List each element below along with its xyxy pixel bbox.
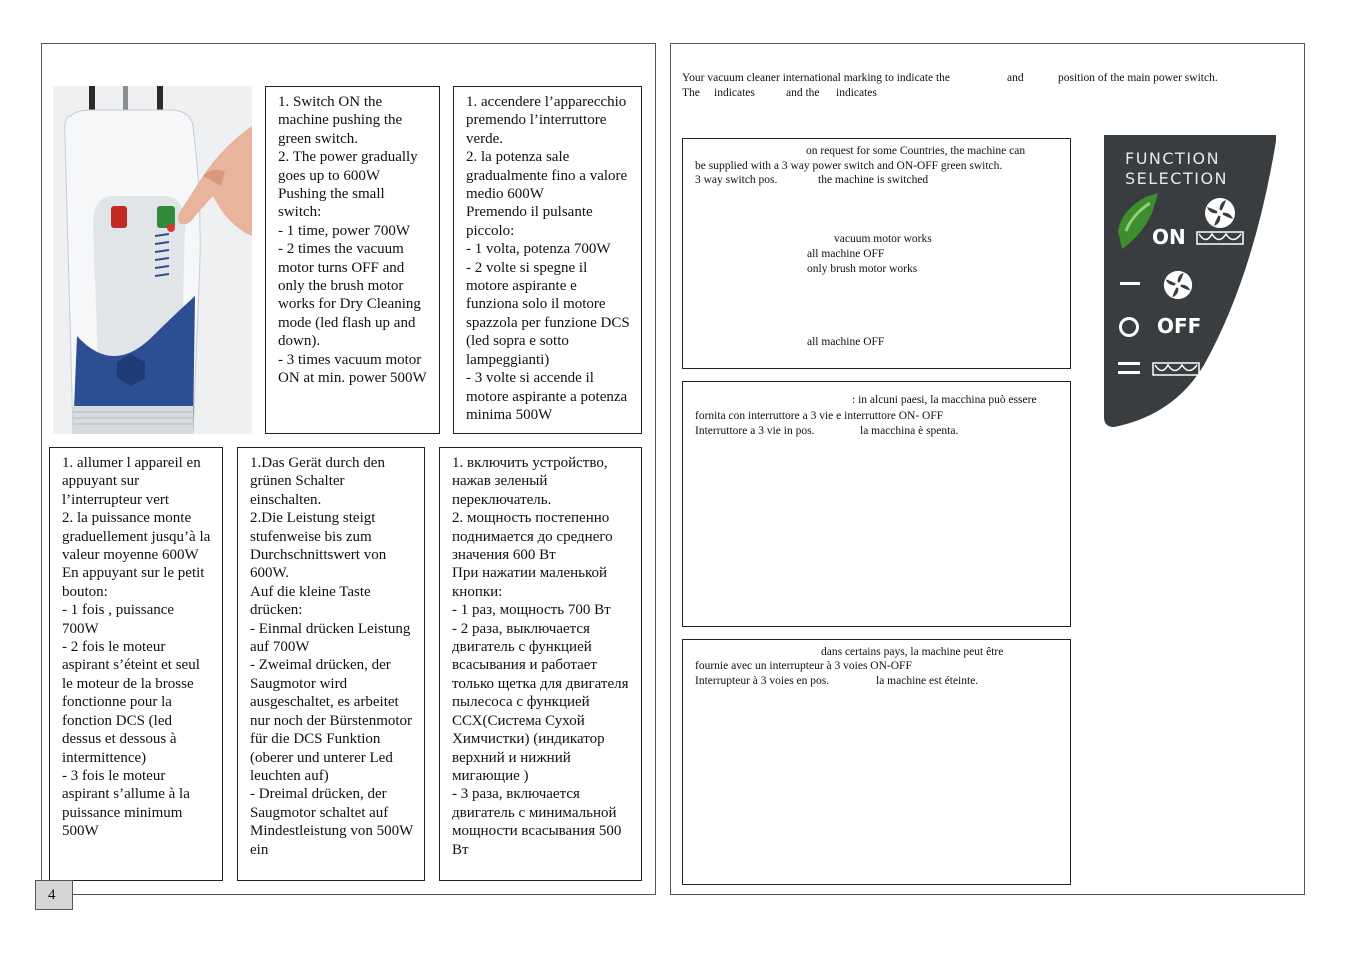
instructions-english: 1. Switch ON the machine pushing the green switch. 2. The power gradually goes up to 600W Pushing the small switch: - 1 time, power 700W - 2 times the vacuum motor turns OFF and only the brush motor works for Dry Cleaning mode (led flash up and down). - 3 times vacuum motor ON at min. power 500W bbox=[265, 86, 440, 434]
dash-position-icon bbox=[1120, 282, 1140, 285]
switch-it-line3-b: la macchina è spenta. bbox=[860, 425, 959, 437]
fan-icon-middle bbox=[1162, 269, 1194, 301]
intro-line1-b: and bbox=[1007, 72, 1024, 84]
intro-line1-c: position of the main power switch. bbox=[1058, 72, 1218, 84]
instructions-german: 1.Das Gerät durch den grünen Schalter einschalten. 2.Die Leistung steigt stufenweise bis zum Durchschnittswert von 600W. Auf die kleine Taste drücken: - Einmal drücken Leistung auf 700W - Zweimal drücken, der Saugmotor wird ausgeschaltet, es arbeitet nur noch der Bürstenmotor für die DCS Funktion (oberer und unterer Led leuchten auf) - Dreimal drücken, der Saugmotor schaltet auf Mindestleistung von 500W ein bbox=[237, 447, 425, 881]
switch-fr-line3-b: la machine est éteinte. bbox=[876, 675, 979, 687]
switch-en-pos3: only brush motor works bbox=[807, 263, 918, 275]
vacuum-illustration bbox=[53, 86, 252, 434]
switch-en-pos2: all machine OFF bbox=[807, 248, 885, 260]
intro-line2-c: and the bbox=[786, 87, 820, 99]
switch-en-line3-a: 3 way switch pos. bbox=[695, 174, 778, 186]
switch-en-line2: be supplied with a 3 way power switch and ON-OFF green switch. bbox=[695, 160, 1003, 172]
intro-line2-b: indicates bbox=[714, 87, 755, 99]
brush-wave-icon-bottom bbox=[1152, 362, 1202, 378]
fan-icon bbox=[1203, 196, 1237, 230]
switch-it-line3-a: Interruttore a 3 vie in pos. bbox=[695, 425, 815, 437]
instructions-french: 1. allumer l appareil en appuyant sur l’interrupteur vert 2. la puissance monte graduellement jusqu’à la valeur moyenne 600W En appuyant sur le petit bouton: - 1 fois , puissance 700W - 2 fois le moteur aspirant s’éteint et seul le moteur de la brosse fonctionne pour la fonction DCS (led dessus et dessous à intermittence) - 3 fois le moteur aspirant s’allume à la puissance minimum 500W bbox=[49, 447, 223, 881]
vacuum-switch-photo bbox=[53, 86, 252, 434]
page-number: 4 bbox=[35, 880, 73, 910]
off-label: OFF bbox=[1157, 314, 1202, 338]
brush-wave-icon bbox=[1196, 231, 1246, 247]
instructions-italian: 1. accendere l’apparecchio premendo l’interruttore verde. 2. la potenza sale gradualmente fino a valore medio 600W Premendo il pulsante piccolo: - 1 volta, potenza 700W - 2 volte si spegne il motore aspirante e funziona solo il motore spazzola per funzione DCS (led sopra e sotto lampeggianti) - 3 volte si accende il motore aspirante a potenza minima 500W bbox=[453, 86, 642, 434]
circle-position-icon bbox=[1119, 317, 1139, 337]
function-selection-panel bbox=[1104, 135, 1276, 430]
switch-en-pos1: vacuum motor works bbox=[834, 233, 932, 245]
switch-en-line1: on request for some Countries, the machine can bbox=[806, 145, 1026, 157]
on-label: ON bbox=[1152, 225, 1186, 249]
intro-line2-d: indicates bbox=[836, 87, 877, 99]
intro-line2-a: The bbox=[682, 87, 700, 99]
instructions-russian: 1. включить устройство, нажав зеленый переключатель. 2. мощность постепенно поднимается до среднего значения 600 Вт При нажатии маленькой кнопки: - 1 раз, мощность 700 Вт - 2 раза, выключается двигатель с функцией всасывания и работает только щетка для двигателя пылесоса с функцией ССХ(Система Сухой Химчистки) (индикатор верхний и нижний мигающие ) - 3 раза, включается двигатель с минимальной мощности всасывания 500 Вт bbox=[439, 447, 642, 881]
panel-title-line2: SELECTION bbox=[1125, 169, 1229, 188]
panel-title-line1: FUNCTION bbox=[1125, 149, 1221, 168]
switch-en-line3-b: the machine is switched bbox=[818, 174, 929, 186]
double-dash-position-icon bbox=[1118, 362, 1140, 376]
switch-fr-line3-a: Interrupteur à 3 voies en pos. bbox=[695, 675, 830, 687]
switch-fr-line1: dans certains pays, la machine peut être bbox=[821, 646, 1004, 658]
switch-it-line2: fornita con interruttore a 3 vie e interruttore ON- OFF bbox=[695, 410, 944, 422]
switch-fr-line2: fournie avec un interrupteur à 3 voies ON-OFF bbox=[695, 660, 912, 672]
intro-line1-a: Your vacuum cleaner international marking to indicate the bbox=[682, 72, 951, 84]
switch-it-line1: : in alcuni paesi, la macchina può essere bbox=[852, 394, 1037, 406]
switch-en-pos4: all machine OFF bbox=[807, 336, 885, 348]
